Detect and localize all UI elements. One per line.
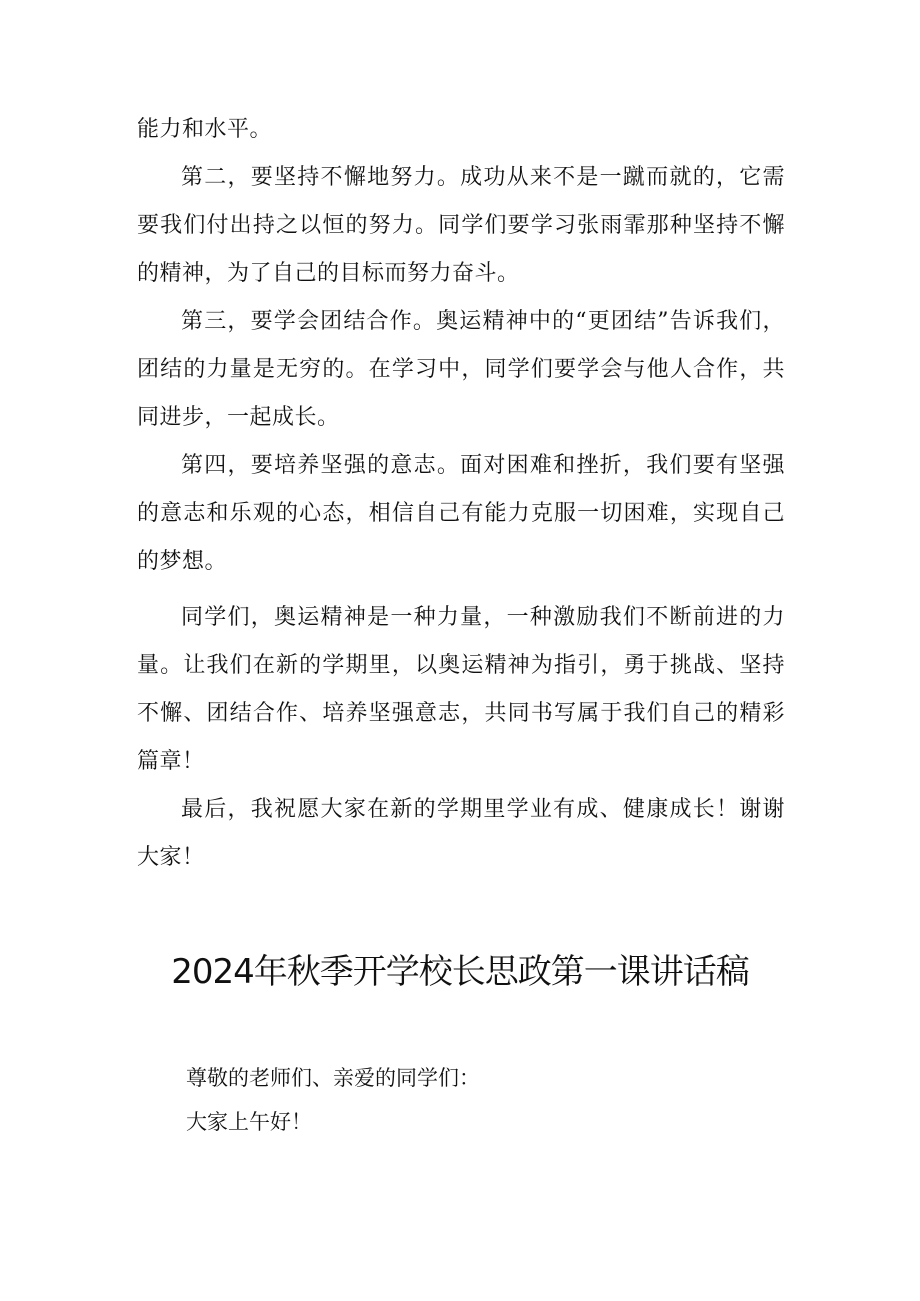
paragraph-second-point: 第二，要坚持不懈地努力。成功从来不是一蹴而就的，它需要我们付出持之以恒的努力。同学们要学习张雨霏那种坚持不懈的精神，为了自己的目标而努力奋斗。 [137, 165, 785, 286]
paragraph-fourth-point: 第四，要培养坚强的意志。面对困难和挫折，我们要有坚强的意志和乐观的心态，相信自己有能力克服一切困难，实现自己的梦想。 [137, 453, 785, 574]
greeting: 大家上午好！ [186, 1110, 312, 1134]
paragraph-closing: 最后，我祝愿大家在新的学期里学业有成、健康成长！谢谢大家！ [137, 797, 785, 870]
salutation: 尊敬的老师们、亲爱的同学们： [186, 1066, 480, 1090]
paragraph-third-point: 第三，要学会团结合作。奥运精神中的“更团结”告诉我们，团结的力量是无穷的。在学习中，同学们要学会与他人合作，共同进步，一起成长。 [137, 309, 785, 430]
paragraph-olympic-spirit: 同学们，奥运精神是一种力量，一种激励我们不断前进的力量。让我们在新的学期里，以奥运精神为指引，勇于挑战、坚持不懈、团结合作、培养坚强意志，共同书写属于我们自己的精彩篇章！ [137, 605, 785, 774]
document-title: 2024年秋季开学校长思政第一课讲话稿 [171, 952, 749, 992]
paragraph-continuation: 能力和水平。 [137, 117, 273, 142]
